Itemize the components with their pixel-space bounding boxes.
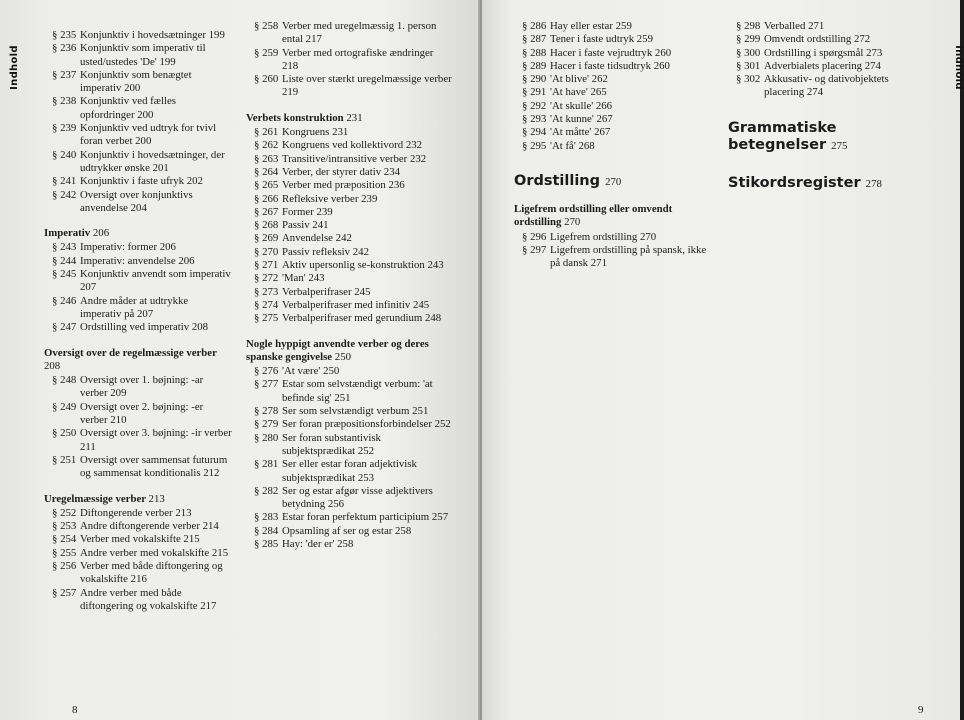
entry-title: Akkusativ- og dativobjektets placering 274 (764, 73, 889, 99)
entry-title: Konjunktiv i hovedsætninger, der udtrykker ønske 201 (80, 148, 225, 174)
entry-title: 'At skulle' 266 (550, 99, 613, 112)
toc-entry (44, 175, 232, 188)
section-number: § 271 (254, 259, 279, 272)
entry-title: Oversigt over 3. bøjning: -ir verber 211 (80, 427, 232, 453)
entry-title: Andre diftongerende verber 214 (80, 520, 219, 533)
toc-entry (246, 418, 452, 431)
toc-entry (246, 405, 452, 418)
left-column-2 (246, 20, 452, 551)
section-number: § 245 (52, 268, 77, 281)
toc-entry (514, 60, 710, 73)
toc-entry (246, 485, 452, 512)
chapter-heading (514, 173, 710, 191)
section-number: § 293 (522, 113, 547, 126)
entry-title: Verber med både diftongering og vokalskifte 216 (80, 559, 223, 586)
entry-title: Andre måder at udtrykke imperativ på 207 (80, 294, 189, 320)
section-heading (246, 112, 452, 125)
entry-title: Liste over stærkt uregelmæssige verber 219 (282, 73, 452, 99)
section-number: § 244 (52, 254, 77, 267)
section-number: § 251 (52, 453, 77, 466)
toc-entry (246, 432, 452, 459)
entry-title: 'At måtte' 267 (550, 126, 611, 139)
entry-title: Former 239 (282, 205, 333, 218)
section-number: § 242 (52, 188, 77, 201)
heading-page: 275 (831, 139, 848, 152)
section-number: § 258 (254, 20, 279, 32)
entry-title: Estar som selvstændigt verbum: 'at befinde sig' 251 (282, 378, 433, 404)
section-number: § 268 (254, 219, 279, 232)
section-number: § 283 (254, 511, 279, 524)
section-number: § 275 (254, 312, 279, 325)
heading-page: 231 (346, 111, 363, 124)
toc-entry (44, 42, 232, 69)
toc-entry (514, 47, 710, 60)
heading-title: Imperativ (44, 227, 91, 240)
section-number: § 257 (52, 586, 77, 599)
section-number: § 276 (254, 365, 279, 378)
section-number: § 292 (522, 99, 547, 112)
toc-entry (246, 525, 452, 538)
entry-title: Verber, der styrer dativ 234 (282, 165, 400, 178)
chapter-heading (728, 175, 928, 193)
section-number: § 289 (522, 59, 547, 72)
toc-entry (44, 255, 232, 268)
section-number: § 264 (254, 165, 279, 178)
entry-title: Andre verber med både diftongering og vokalskifte 217 (80, 586, 217, 612)
section-number: § 247 (52, 321, 77, 334)
toc-entry (246, 259, 452, 272)
entry-title: Verbalperifraser med infinitiv 245 (282, 298, 430, 311)
section-number: § 238 (52, 95, 77, 108)
toc-entry (246, 378, 452, 405)
section-number: § 266 (254, 192, 279, 205)
toc-entry (246, 286, 452, 299)
toc-entry (246, 206, 452, 219)
entry-title: Ser og estar afgør visse adjektivers betydning 256 (282, 484, 433, 511)
section-number: § 259 (254, 46, 279, 59)
section-number: § 302 (736, 73, 761, 86)
entry-title: Ordstilling i spørgsmål 273 (764, 46, 883, 59)
section-number: § 290 (522, 73, 547, 86)
heading-page: 270 (605, 175, 622, 188)
section-heading (246, 338, 452, 365)
toc-entry (514, 231, 710, 244)
toc-entry (44, 374, 232, 401)
toc-entry (246, 219, 452, 232)
toc-entry (246, 365, 452, 378)
entry-title: Verber med vokalskifte 215 (80, 533, 200, 546)
section-number: § 265 (254, 179, 279, 192)
entry-title: Verber med uregelmæssig 1. person ental 217 (282, 20, 437, 46)
entry-title: Anvendelse 242 (282, 232, 352, 245)
toc-entry (514, 20, 710, 33)
section-number: § 279 (254, 418, 279, 431)
section-number: § 286 (522, 20, 547, 32)
toc-entry (44, 507, 232, 520)
entry-title: Hay eller estar 259 (550, 20, 632, 32)
toc-entry (246, 511, 452, 524)
section-number: § 267 (254, 205, 279, 218)
entry-title: Estar foran perfektum participium 257 (282, 511, 449, 524)
toc-entry (44, 295, 232, 322)
toc-entry (728, 33, 928, 46)
section-number: § 256 (52, 559, 77, 572)
entry-title: Hacer i faste tidsudtryk 260 (550, 59, 670, 72)
entry-title: Verbalperifraser 245 (282, 285, 371, 298)
toc-entry (246, 179, 452, 192)
entry-title: Ligefrem ordstilling på spansk, ikke på dansk 271 (550, 243, 707, 270)
toc-entry (728, 60, 928, 73)
section-heading (44, 493, 232, 506)
section-number: § 255 (52, 546, 77, 559)
toc-entry (246, 312, 452, 325)
toc-entry (728, 20, 928, 33)
toc-entry (728, 73, 928, 100)
toc-entry (44, 560, 232, 587)
entry-title: Imperativ: anvendelse 206 (80, 254, 195, 267)
side-tab-label: Indhold (8, 45, 20, 90)
heading-page: 208 (44, 359, 61, 372)
section-number: § 239 (52, 122, 77, 135)
section-number: § 300 (736, 46, 761, 59)
toc-entry (514, 86, 710, 99)
entry-title: Aktiv upersonlig se-konstruktion 243 (282, 259, 444, 272)
section-number: § 236 (52, 42, 77, 55)
entry-title: Ligefrem ordstilling 270 (550, 230, 657, 243)
section-number: § 287 (522, 33, 547, 46)
toc-entry (514, 73, 710, 86)
toc-entry (44, 149, 232, 176)
toc-entry (44, 520, 232, 533)
entry-title: Konjunktiv i hovedsætninger 199 (80, 29, 225, 41)
entry-title: Kongruens ved kollektivord 232 (282, 139, 423, 152)
toc-entry (246, 20, 452, 47)
toc-entry (246, 166, 452, 179)
entry-title: Passiv 241 (282, 219, 329, 232)
entry-title: Verber med ortografiske ændringer 218 (282, 46, 434, 72)
section-heading (44, 227, 232, 240)
section-number: § 278 (254, 405, 279, 418)
toc-entry (44, 321, 232, 334)
toc-entry (44, 587, 232, 614)
toc-entry (246, 299, 452, 312)
section-number: § 263 (254, 152, 279, 165)
side-tab-label: Indhold (952, 45, 964, 90)
chapter-heading (728, 120, 928, 155)
heading-title: Grammatiske betegnelser (728, 119, 837, 153)
toc-entry (44, 454, 232, 481)
toc-entry (246, 73, 452, 100)
section-number: § 260 (254, 73, 279, 86)
section-number: § 285 (254, 537, 279, 550)
section-number: § 250 (52, 427, 77, 440)
toc-entry (44, 122, 232, 149)
entry-title: Oversigt over konjunktivs anvendelse 204 (80, 188, 193, 214)
entry-title: Oversigt over 1. bøjning: -ar verber 209 (80, 374, 204, 400)
toc-entry (44, 69, 232, 96)
toc-entry (514, 140, 710, 153)
section-number: § 274 (254, 298, 279, 311)
toc-entry (514, 244, 710, 271)
toc-entry (44, 29, 232, 42)
entry-title: Verber med præposition 236 (282, 179, 405, 192)
entry-title: Andre verber med vokalskifte 215 (80, 546, 229, 559)
section-number: § 291 (522, 86, 547, 99)
section-number: § 282 (254, 484, 279, 497)
toc-entry (246, 246, 452, 259)
entry-title: Kongruens 231 (282, 126, 349, 139)
entry-title: Ser foran substantivisk subjektsprædikat 252 (282, 431, 381, 457)
section-number: § 248 (52, 374, 77, 387)
left-column-1 (44, 29, 232, 613)
entry-title: Adverbialets placering 274 (764, 59, 881, 72)
page-number: 8 (72, 704, 78, 716)
toc-entry (246, 126, 452, 139)
toc-entry (44, 189, 232, 216)
toc-entry (44, 241, 232, 254)
section-number: § 299 (736, 33, 761, 46)
section-number: § 253 (52, 520, 77, 533)
section-number: § 295 (522, 139, 547, 152)
entry-title: 'Man' 243 (282, 272, 325, 285)
toc-entry (514, 100, 710, 113)
heading-title: Nogle hyppigt anvendte verber og deres spanske gengivelse (246, 337, 429, 363)
heading-page: 270 (564, 216, 581, 229)
entry-title: Hay: 'der er' 258 (282, 537, 354, 550)
section-number: § 240 (52, 148, 77, 161)
toc-entry (514, 113, 710, 126)
entry-title: Ser eller estar foran adjektivisk subjektsprædikat 253 (282, 458, 417, 484)
toc-entry (44, 427, 232, 454)
section-number: § 269 (254, 232, 279, 245)
section-number: § 237 (52, 68, 77, 81)
section-number: § 246 (52, 294, 77, 307)
section-number: § 261 (254, 126, 279, 139)
toc-entry (246, 139, 452, 152)
toc-entry (246, 47, 452, 74)
heading-title: Ordstilling (514, 172, 601, 189)
entry-title: Diftongerende verber 213 (80, 506, 192, 519)
entry-title: Verbalperifraser med gerundium 248 (282, 312, 442, 325)
toc-entry (44, 95, 232, 122)
toc-entry (246, 153, 452, 166)
entry-title: Opsamling af ser og estar 258 (282, 524, 412, 537)
entry-title: Transitive/intransitive verber 232 (282, 152, 427, 165)
entry-title: Oversigt over sammensat futurum og sammensat konditionalis 212 (80, 453, 228, 480)
section-number: § 272 (254, 272, 279, 285)
entry-title: Refleksive verber 239 (282, 192, 378, 205)
heading-title: Verbets konstruktion (246, 111, 344, 124)
entry-title: 'At have' 265 (550, 86, 607, 99)
section-number: § 270 (254, 245, 279, 258)
section-number: § 249 (52, 400, 77, 413)
toc-entry (514, 33, 710, 46)
entry-title: 'At kunne' 267 (550, 113, 613, 126)
entry-title: Ordstilling ved imperativ 208 (80, 321, 209, 334)
section-number: § 284 (254, 524, 279, 537)
toc-entry (246, 232, 452, 245)
heading-title: Stikordsregister (728, 174, 861, 191)
toc-entry (44, 401, 232, 428)
section-number: § 273 (254, 285, 279, 298)
section-number: § 281 (254, 458, 279, 471)
entry-title: Konjunktiv som benægtet imperativ 200 (80, 68, 192, 95)
page-number: 9 (918, 704, 924, 716)
right-column-2 (728, 20, 928, 194)
entry-title: Passiv refleksiv 242 (282, 245, 369, 258)
section-number: § 301 (736, 59, 761, 72)
entry-title: Konjunktiv som imperativ til usted/ustedes 'De' 199 (80, 42, 206, 68)
entry-title: Imperativ: former 206 (80, 241, 176, 254)
entry-title: 'At være' 250 (282, 365, 340, 378)
entry-title: Tener i faste udtryk 259 (550, 33, 653, 46)
section-number: § 297 (522, 243, 547, 256)
section-number: § 254 (52, 533, 77, 546)
heading-title: Uregelmæssige verber (44, 492, 146, 505)
toc-entry (44, 533, 232, 546)
toc-entry (246, 193, 452, 206)
entry-title: Omvendt ordstilling 272 (764, 33, 871, 46)
section-number: § 252 (52, 506, 77, 519)
section-number: § 294 (522, 126, 547, 139)
section-number: § 280 (254, 431, 279, 444)
heading-page: 213 (148, 492, 165, 505)
entry-title: 'At få' 268 (550, 139, 595, 152)
section-number: § 243 (52, 241, 77, 254)
heading-title: Ligefrem ordstilling eller omvendt ordstilling (514, 202, 673, 229)
toc-entry (246, 538, 452, 551)
section-heading (44, 347, 232, 374)
section-number: § 241 (52, 175, 77, 188)
entry-title: Konjunktiv ved fælles opfordringer 200 (80, 95, 176, 121)
entry-title: Ser foran præpositionsforbindelser 252 (282, 418, 451, 431)
toc-entry (728, 47, 928, 60)
left-page (0, 0, 480, 720)
section-number: § 288 (522, 46, 547, 59)
heading-title: Oversigt over de regelmæssige verber (44, 346, 217, 359)
toc-entry (246, 458, 452, 485)
entry-title: 'At blive' 262 (550, 73, 608, 86)
section-number: § 235 (52, 29, 77, 41)
section-number: § 296 (522, 230, 547, 243)
section-number: § 277 (254, 378, 279, 391)
entry-title: Hacer i faste vejrudtryk 260 (550, 46, 672, 59)
section-number: § 298 (736, 20, 761, 32)
right-page (482, 0, 960, 720)
heading-page: 250 (334, 350, 351, 363)
entry-title: Konjunktiv ved udtryk for tvivl foran verbet 200 (80, 122, 217, 148)
toc-entry (44, 268, 232, 295)
entry-title: Ser som selvstændigt verbum 251 (282, 405, 429, 418)
toc-entry (44, 547, 232, 560)
entry-title: Konjunktiv i faste ufryk 202 (80, 175, 203, 188)
section-heading (514, 203, 710, 230)
toc-entry (514, 126, 710, 139)
section-number: § 262 (254, 139, 279, 152)
toc-entry (246, 272, 452, 285)
entry-title: Verballed 271 (764, 20, 825, 32)
heading-page: 206 (92, 227, 110, 240)
entry-title: Oversigt over 2. bøjning: -er verber 210 (80, 400, 204, 427)
heading-page: 278 (865, 177, 882, 190)
entry-title: Konjunktiv anvendt som imperativ 207 (80, 268, 231, 294)
right-column-1 (514, 20, 710, 270)
